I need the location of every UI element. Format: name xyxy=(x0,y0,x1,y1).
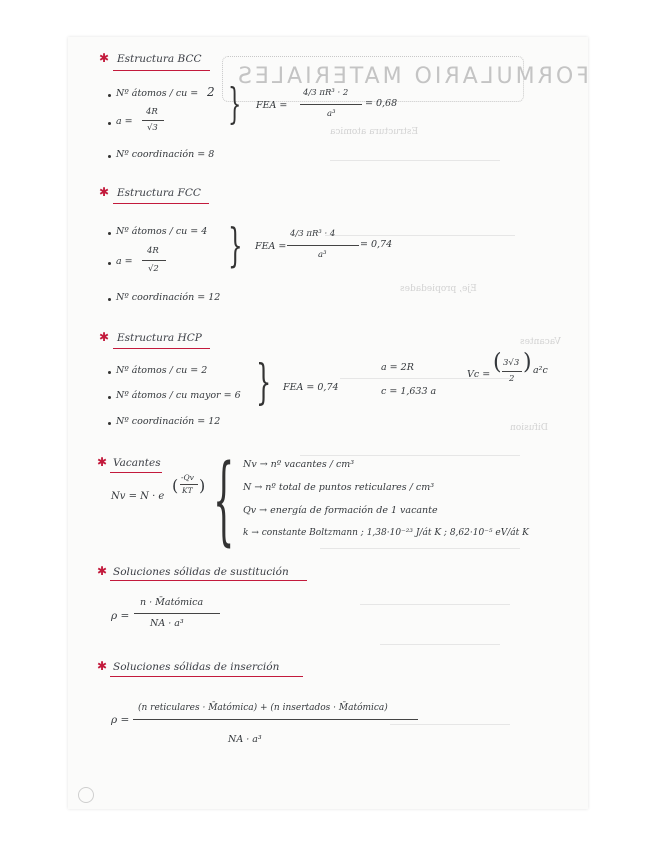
hcp-a-relation: a = 2R xyxy=(381,362,414,373)
bullet-dot xyxy=(108,155,111,158)
bullet-dot xyxy=(108,298,111,301)
bullet-dot xyxy=(108,422,111,425)
vacantes-title-underline xyxy=(110,472,162,473)
hcp-vc-tail: a²c xyxy=(533,365,548,376)
bcc-fea-label: FEA = xyxy=(256,100,288,111)
sustitucion-numerator: n · M̄atómica xyxy=(140,597,204,608)
show-through-rule xyxy=(300,455,520,456)
show-through-line: Eje, propiedades xyxy=(400,284,477,294)
show-through-rule xyxy=(325,235,515,236)
fcc-brace: } xyxy=(228,218,243,272)
vacantes-exp-fraction-bar xyxy=(180,484,198,485)
vacantes-def-n: N → nº total de puntos reticulares / cm³ xyxy=(243,482,435,493)
bcc-a-fraction-bar xyxy=(142,120,164,121)
hcp-atoms: Nº átomos / cu = 2 xyxy=(116,365,208,376)
show-through-line: Vacantes xyxy=(520,337,561,347)
show-through-rule xyxy=(320,548,520,549)
fcc-title-underline xyxy=(113,203,209,204)
insercion-fraction-bar xyxy=(133,719,418,720)
insercion-denominator: NA · a³ xyxy=(228,734,262,745)
vacantes-exp-open-paren: ( xyxy=(172,476,179,495)
vacantes-brace: { xyxy=(213,444,235,556)
fcc-fea-label: FEA = xyxy=(255,241,287,252)
fcc-a-fraction-bar xyxy=(142,260,166,261)
bcc-atoms-value: 2 xyxy=(207,85,215,99)
vacantes-def-qv: Qv → energía de formación de 1 vacante xyxy=(243,505,438,516)
hcp-vc-label: Vc = xyxy=(467,369,491,380)
hcp-vc-denominator: 2 xyxy=(509,374,515,384)
fcc-fea-value: = 0,74 xyxy=(360,239,393,250)
vacantes-exp-numerator: -Qv xyxy=(181,473,194,482)
insercion-rho: ρ = xyxy=(111,714,130,726)
insercion-title-underline xyxy=(110,676,303,677)
bullet-dot xyxy=(108,371,111,374)
bcc-a-numerator: 4R xyxy=(146,107,158,117)
bcc-a-label: a = xyxy=(116,116,133,127)
section-star-icon: ✱ xyxy=(97,564,108,578)
hcp-c-relation: c = 1,633 a xyxy=(381,386,437,397)
hcp-brace: } xyxy=(256,354,272,410)
insercion-numerator: (n reticulares · M̄atómica) + (n insertados · M̄atómica) xyxy=(138,703,388,713)
bullet-dot xyxy=(108,122,111,125)
hcp-title-underline xyxy=(113,348,210,349)
hcp-vc-open-paren: ( xyxy=(493,350,502,375)
fcc-fea-fraction-bar xyxy=(287,245,359,246)
hcp-coordination: Nº coordinación = 12 xyxy=(116,416,221,427)
vacantes-def-nv: Nv → nº vacantes / cm³ xyxy=(243,459,355,470)
show-through-rule xyxy=(380,644,500,645)
bcc-fea-denominator: a³ xyxy=(327,109,336,119)
vacantes-exp-close-paren: ) xyxy=(199,476,206,495)
show-through-line: Estructura atomica xyxy=(330,127,419,137)
show-through-rule xyxy=(390,724,510,725)
section-star-icon: ✱ xyxy=(97,659,108,673)
bcc-coordination: Nº coordinación = 8 xyxy=(116,149,215,160)
hcp-fea: FEA = 0,74 xyxy=(283,382,339,393)
bcc-a-denominator: √3 xyxy=(147,123,158,133)
vacantes-exp-denominator: KT xyxy=(182,486,193,495)
sustitucion-denominator: NA · a³ xyxy=(150,618,184,629)
insercion-title: Soluciones sólidas de inserción xyxy=(113,661,280,673)
fcc-a-numerator: 4R xyxy=(147,246,159,256)
sustitucion-title: Soluciones sólidas de sustitución xyxy=(113,566,289,578)
hcp-vc-fraction-bar xyxy=(502,371,522,372)
vacantes-formula: Nv = N · e xyxy=(111,491,165,502)
fcc-title: Estructura FCC xyxy=(117,187,201,199)
show-through-rule xyxy=(360,604,510,605)
hcp-title: Estructura HCP xyxy=(117,332,202,344)
section-star-icon: ✱ xyxy=(99,330,110,344)
bcc-fea-numerator: 4/3 πR³ · 2 xyxy=(303,88,349,98)
section-star-icon: ✱ xyxy=(99,51,110,65)
fcc-fea-numerator: 4/3 πR³ · 4 xyxy=(290,229,336,239)
fcc-fea-denominator: a³ xyxy=(318,250,327,260)
bcc-fea-value: = 0,68 xyxy=(365,98,398,109)
fcc-a-label: a = xyxy=(116,256,133,267)
sustitucion-rho: ρ = xyxy=(111,610,130,622)
sustitucion-fraction-bar xyxy=(134,613,220,614)
page-corner-mark xyxy=(78,787,94,803)
vacantes-title: Vacantes xyxy=(113,457,161,469)
hcp-vc-close-paren: ) xyxy=(523,350,532,375)
show-through-rule xyxy=(330,160,500,161)
fcc-a-denominator: √2 xyxy=(148,264,159,274)
show-through-line: Difusion xyxy=(510,423,548,433)
hcp-vc-numerator: 3√3 xyxy=(503,358,520,368)
bcc-brace: } xyxy=(228,79,242,128)
bcc-atoms-label: Nº átomos / cu = xyxy=(116,88,199,99)
vacantes-def-k: k → constante Boltzmann ; 1,38·10⁻²³ J/át K ; 8,62·10⁻⁵ eV/át K xyxy=(243,528,529,538)
bullet-dot xyxy=(108,232,111,235)
section-star-icon: ✱ xyxy=(99,185,110,199)
bullet-dot xyxy=(108,396,111,399)
bcc-title-underline xyxy=(113,70,210,71)
section-star-icon: ✱ xyxy=(97,455,108,469)
fcc-coordination: Nº coordinación = 12 xyxy=(116,292,221,303)
fcc-atoms: Nº átomos / cu = 4 xyxy=(116,226,208,237)
sustitucion-title-underline xyxy=(110,580,307,581)
bcc-fea-fraction-bar xyxy=(300,104,362,105)
hcp-atoms-big-cell: Nº átomos / cu mayor = 6 xyxy=(116,390,241,401)
bullet-dot xyxy=(108,94,111,97)
show-through-stamp-text: FORMULARIO MATERIALES xyxy=(235,64,589,89)
bullet-dot xyxy=(108,262,111,265)
bcc-title: Estructura BCC xyxy=(117,53,202,65)
